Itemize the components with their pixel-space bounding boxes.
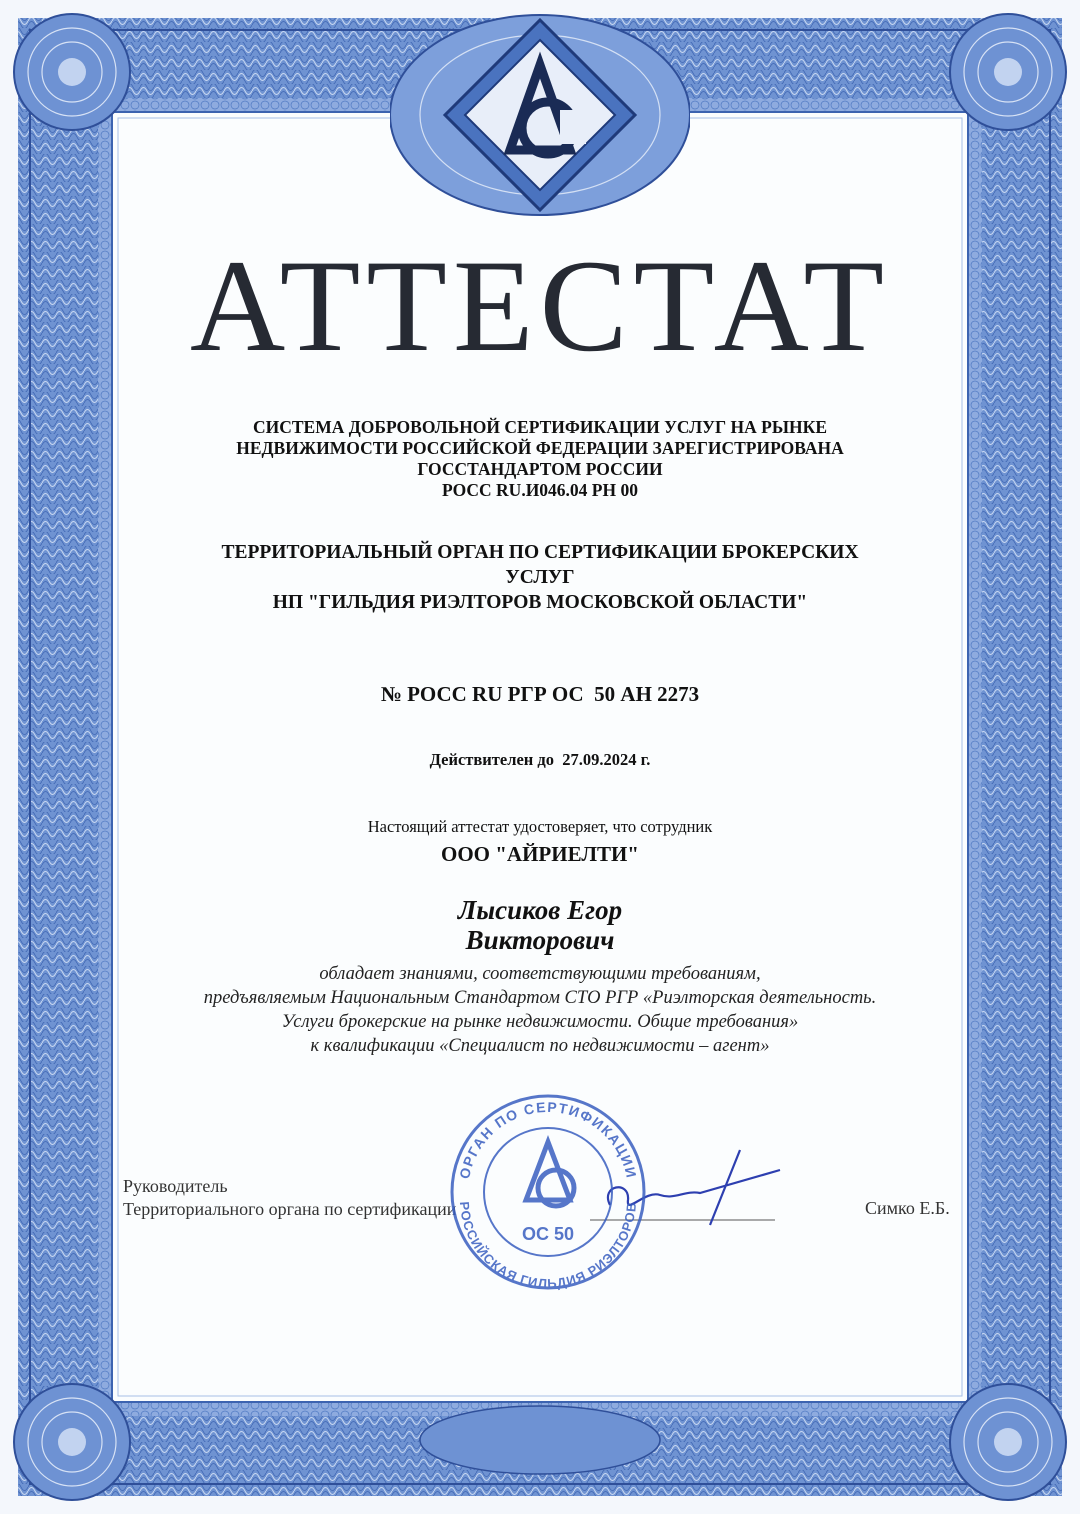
qualification-line: предъявляемым Национальным Стандартом СТО РГР «Риэлторская деятельность.: [203, 988, 877, 1008]
svg-text:РОССИЙСКАЯ ГИЛЬДИЯ РИЭЛТОРОВ: [457, 1201, 639, 1291]
corner-rosette-icon: [950, 14, 1066, 130]
system-statement: [140, 417, 940, 501]
stamp-code: ОС 50: [521, 1224, 575, 1244]
signatory-role: [123, 1175, 456, 1221]
system-line: НЕДВИЖИМОСТИ РОССИЙСКОЙ ФЕДЕРАЦИИ ЗАРЕГИСТРИРОВАНА: [236, 438, 844, 458]
system-line: ГОССТАНДАРТОМ РОССИИ: [417, 459, 663, 479]
signatory-role-line: Территориального органа по сертификации: [123, 1199, 457, 1219]
stamp-top-text: ОРГАН ПО СЕРТИФИКАЦИИ: [456, 1098, 640, 1181]
authority-name: НП "ГИЛЬДИЯ РИЭЛТОРОВ МОСКОВСКОЙ ОБЛАСТИ": [272, 592, 808, 613]
ac-emblem-icon: [390, 10, 690, 220]
qualification-statement: [100, 962, 980, 1058]
qualification-line: Услуги брокерские на рынке недвижимости. Общие требования»: [281, 1012, 799, 1032]
corner-rosette-icon: [14, 14, 130, 130]
authority-line: УСЛУГ: [505, 567, 575, 588]
holder-name-line: Лысиков Егор: [457, 895, 623, 925]
signatory-role-line: Руководитель: [123, 1176, 228, 1196]
stamp-bottom-text: РОССИЙСКАЯ ГИЛЬДИЯ РИЭЛТОРОВ: [456, 1200, 640, 1292]
round-stamp: [438, 1092, 658, 1292]
system-line: СИСТЕМА ДОБРОВОЛЬНОЙ СЕРТИФИКАЦИИ УСЛУГ НА РЫНКЕ: [252, 417, 827, 437]
company-name: ООО "АЙРИЕЛТИ": [441, 842, 639, 866]
bottom-ornament: [420, 1406, 660, 1474]
holder-intro: Настоящий аттестат удостоверяет, что сотрудник: [367, 817, 713, 836]
certificate-number: № РОСС RU РГР ОС 50 АН 2273: [380, 682, 700, 706]
valid-until: Действителен до 27.09.2024 г.: [429, 750, 651, 769]
authority-line: ТЕРРИТОРИАЛЬНЫЙ ОРГАН ПО СЕРТИФИКАЦИИ БРОКЕРСКИХ: [221, 542, 859, 563]
signatory-name: Симко Е.Б.: [865, 1198, 950, 1218]
holder-name-line: Викторович: [465, 925, 615, 955]
page-title: АТТЕСТАТ: [189, 232, 891, 379]
authority-statement: [140, 540, 940, 615]
system-registration: РОСС RU.И046.04 РН 00: [441, 480, 638, 500]
corner-rosette-icon: [14, 1384, 130, 1500]
qualification-line: к квалификации «Специалист по недвижимости – агент»: [310, 1036, 770, 1056]
qualification-line: обладает знаниями, соответствующими требованиям,: [319, 964, 761, 984]
holder-name: [140, 895, 940, 955]
corner-rosette-icon: [950, 1384, 1066, 1500]
